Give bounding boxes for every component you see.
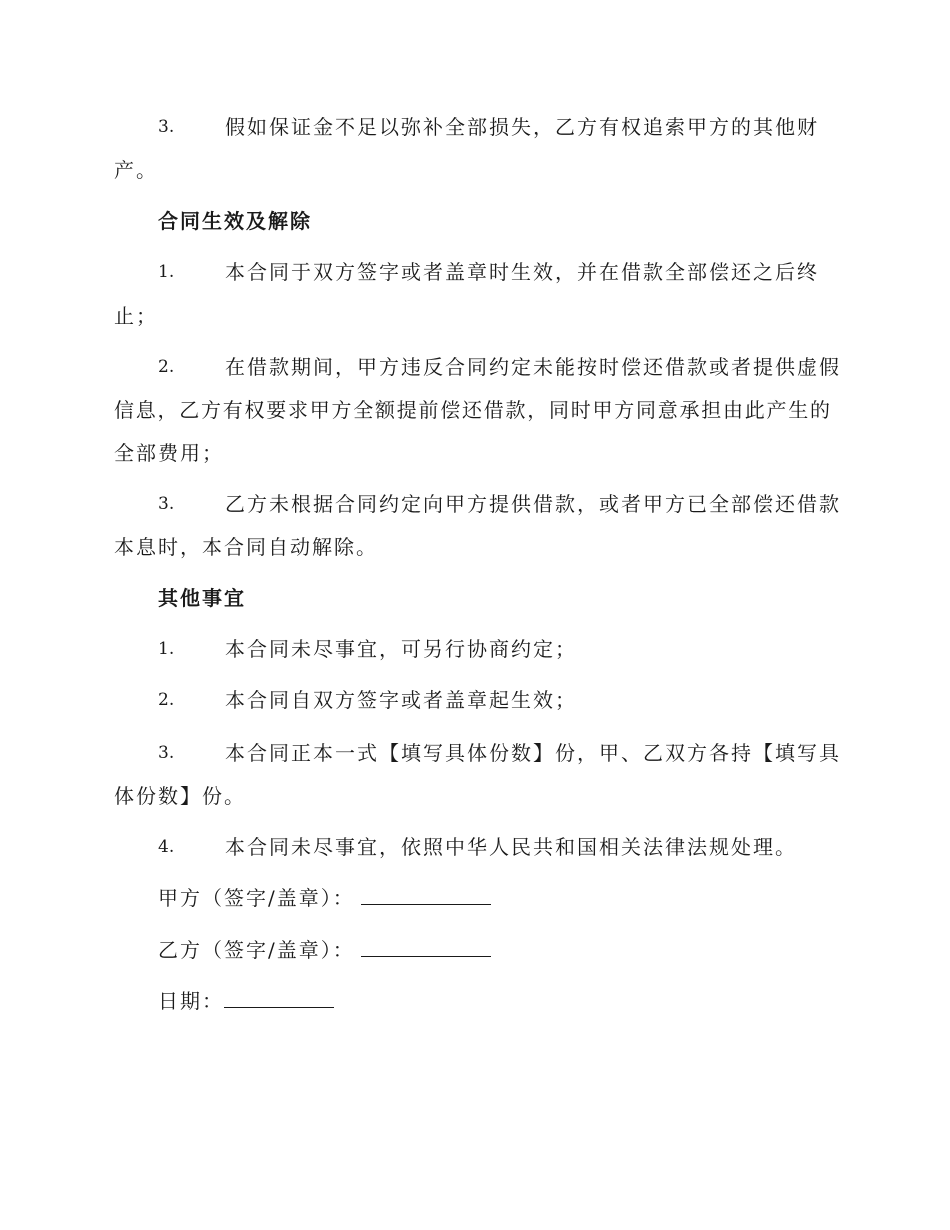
item-number: 3. — [158, 494, 175, 514]
party-a-signature-row — [158, 884, 491, 912]
paragraph-line: 本合同自双方签字或者盖章起生效； — [225, 688, 577, 712]
date-row — [158, 987, 334, 1015]
date-blank — [224, 987, 334, 1008]
paragraph-line: 本合同未尽事宜，依照中华人民共和国相关法律法规处理。 — [225, 835, 797, 859]
item-number: 2. — [158, 690, 175, 710]
paragraph-line: 全部费用； — [114, 441, 224, 465]
paragraph-line: 本合同正本一式【填写具体份数】份，甲、乙双方各持【填写具 — [225, 741, 841, 765]
item-number: 3. — [158, 117, 175, 137]
date-label: 日期： — [158, 989, 224, 1013]
paragraph-line: 止； — [114, 304, 158, 328]
item-number: 1. — [158, 262, 175, 282]
party-a-signature-blank — [361, 884, 491, 905]
paragraph-line: 本合同于双方签字或者盖章时生效，并在借款全部偿还之后终 — [225, 260, 819, 284]
paragraph-line: 产。 — [114, 158, 158, 182]
item-number: 3. — [158, 743, 175, 763]
section-heading: 其他事宜 — [158, 586, 246, 610]
paragraph-line: 假如保证金不足以弥补全部损失，乙方有权追索甲方的其他财 — [225, 115, 819, 139]
paragraph-line: 体份数】份。 — [114, 784, 246, 808]
party-a-signature-label: 甲方（签字/盖章）： — [158, 886, 355, 910]
item-number: 4. — [158, 837, 175, 857]
item-number: 1. — [158, 639, 175, 659]
paragraph-line: 本息时，本合同自动解除。 — [114, 535, 378, 559]
paragraph-line: 信息，乙方有权要求甲方全额提前偿还借款，同时甲方同意承担由此产生的 — [114, 398, 830, 422]
paragraph-line: 本合同未尽事宜，可另行协商约定； — [225, 637, 577, 661]
section-heading: 合同生效及解除 — [158, 209, 312, 233]
paragraph-line: 在借款期间，甲方违反合同约定未能按时偿还借款或者提供虚假 — [225, 355, 841, 379]
paragraph-line: 乙方未根据合同约定向甲方提供借款，或者甲方已全部偿还借款 — [225, 492, 841, 516]
party-b-signature-row — [158, 936, 491, 964]
item-number: 2. — [158, 357, 175, 377]
party-b-signature-label: 乙方（签字/盖章）： — [158, 938, 355, 962]
party-b-signature-blank — [361, 936, 491, 957]
